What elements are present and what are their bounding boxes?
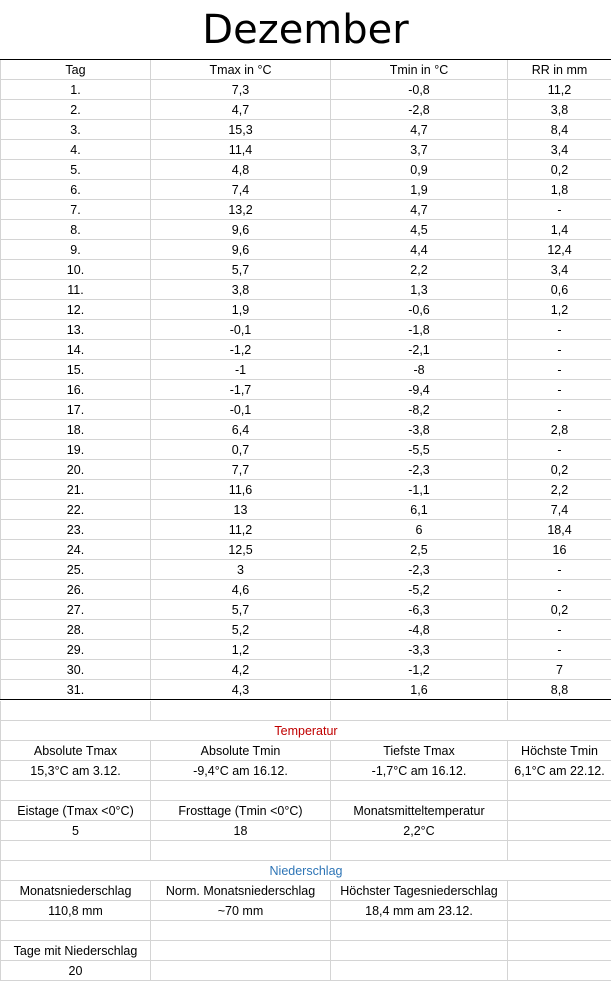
- table-cell: 6,4: [151, 420, 331, 440]
- table-cell: 11,2: [508, 80, 611, 100]
- table-cell: 3,8: [508, 100, 611, 120]
- table-cell: 24.: [1, 540, 151, 560]
- table-row: [1, 640, 611, 660]
- table-cell: -1,1: [331, 480, 508, 500]
- table-cell: -5,5: [331, 440, 508, 460]
- table-cell: 28.: [1, 620, 151, 640]
- table-cell: -1: [151, 360, 331, 380]
- table-cell: 8,8: [508, 680, 611, 700]
- table-cell: 9,6: [151, 220, 331, 240]
- temperatur-value-row-cell: 18: [151, 821, 331, 841]
- table-row: [1, 140, 611, 160]
- column-header: Tag: [1, 60, 151, 80]
- table-cell: -: [508, 560, 611, 580]
- table-row: [1, 280, 611, 300]
- table-cell: 30.: [1, 660, 151, 680]
- table-row: [1, 420, 611, 440]
- table-cell: -1,7: [151, 380, 331, 400]
- table-cell: 0,6: [508, 280, 611, 300]
- table-cell: 6,1: [331, 500, 508, 520]
- table-row: [1, 240, 611, 260]
- table-cell: 3,4: [508, 140, 611, 160]
- table-cell: 1.: [1, 80, 151, 100]
- table-cell: -6,3: [331, 600, 508, 620]
- table-cell: -: [508, 360, 611, 380]
- table-cell: -: [508, 200, 611, 220]
- table-row: [1, 180, 611, 200]
- temperatur-label-row-cell: Höchste Tmin: [508, 741, 611, 761]
- niederschlag-value-row-cell: [331, 961, 508, 981]
- table-cell: 11.: [1, 280, 151, 300]
- table-row: [1, 100, 611, 120]
- empty-cell: [508, 781, 611, 801]
- empty-row: [1, 781, 611, 801]
- niederschlag-label-row-cell: Tage mit Niederschlag: [1, 941, 151, 961]
- temperatur-value-row: [1, 761, 611, 781]
- empty-cell: [508, 841, 611, 861]
- table-cell: 2,5: [331, 540, 508, 560]
- table-row: [1, 480, 611, 500]
- empty-cell: [508, 701, 611, 721]
- table-cell: 4,7: [331, 200, 508, 220]
- table-cell: 11,6: [151, 480, 331, 500]
- table-cell: 4,4: [331, 240, 508, 260]
- table-cell: -2,1: [331, 340, 508, 360]
- table-cell: 12.: [1, 300, 151, 320]
- table-cell: 8.: [1, 220, 151, 240]
- table-cell: 4,7: [151, 100, 331, 120]
- temperatur-label-row-cell: Frosttage (Tmin <0°C): [151, 801, 331, 821]
- table-cell: 9,6: [151, 240, 331, 260]
- table-cell: 4,5: [331, 220, 508, 240]
- table-cell: 18.: [1, 420, 151, 440]
- table-cell: 26.: [1, 580, 151, 600]
- table-row: [1, 500, 611, 520]
- table-cell: 7,3: [151, 80, 331, 100]
- table-cell: 14.: [1, 340, 151, 360]
- niederschlag-label-row-cell: [508, 941, 611, 961]
- table-cell: 4.: [1, 140, 151, 160]
- table-cell: 1,9: [151, 300, 331, 320]
- empty-cell: [331, 781, 508, 801]
- temperatur-value-row: [1, 821, 611, 841]
- niederschlag-value-row-cell: 18,4 mm am 23.12.: [331, 901, 508, 921]
- temperatur-value-row-cell: 6,1°C am 22.12.: [508, 761, 611, 781]
- table-cell: 12,5: [151, 540, 331, 560]
- table-cell: 16: [508, 540, 611, 560]
- column-header: RR in mm: [508, 60, 611, 80]
- table-cell: 2,2: [331, 260, 508, 280]
- table-cell: 20.: [1, 460, 151, 480]
- table-row: [1, 460, 611, 480]
- table-cell: 18,4: [508, 520, 611, 540]
- niederschlag-label-row-cell: [151, 941, 331, 961]
- table-row: [1, 80, 611, 100]
- table-cell: 5.: [1, 160, 151, 180]
- table-cell: 6.: [1, 180, 151, 200]
- table-cell: 7,4: [508, 500, 611, 520]
- empty-cell: [1, 921, 151, 941]
- niederschlag-label-row: [1, 941, 611, 961]
- table-row: [1, 320, 611, 340]
- table-cell: 2,2: [508, 480, 611, 500]
- table-cell: 8,4: [508, 120, 611, 140]
- niederschlag-label-row-cell: [508, 881, 611, 901]
- table-cell: -2,3: [331, 560, 508, 580]
- temperatur-label-row-cell: Absolute Tmin: [151, 741, 331, 761]
- niederschlag-value-row-cell: 110,8 mm: [1, 901, 151, 921]
- empty-cell: [1, 781, 151, 801]
- table-cell: -2,8: [331, 100, 508, 120]
- table-cell: 5,7: [151, 260, 331, 280]
- table-row: [1, 600, 611, 620]
- table-cell: 3,4: [508, 260, 611, 280]
- empty-row: [1, 841, 611, 861]
- table-row: [1, 340, 611, 360]
- temperatur-value-row-cell: [508, 821, 611, 841]
- table-cell: 1,9: [331, 180, 508, 200]
- table-cell: -5,2: [331, 580, 508, 600]
- table-cell: 13,2: [151, 200, 331, 220]
- table-row: [1, 200, 611, 220]
- table-cell: -0,1: [151, 320, 331, 340]
- table-cell: 7: [508, 660, 611, 680]
- table-cell: 31.: [1, 680, 151, 700]
- niederschlag-label-row-cell: [331, 941, 508, 961]
- temperatur-heading: Temperatur: [1, 721, 611, 741]
- table-cell: -4,8: [331, 620, 508, 640]
- table-cell: 1,2: [151, 640, 331, 660]
- table-cell: 2.: [1, 100, 151, 120]
- table-cell: 22.: [1, 500, 151, 520]
- table-cell: 3,8: [151, 280, 331, 300]
- table-cell: 3.: [1, 120, 151, 140]
- table-row: [1, 220, 611, 240]
- table-cell: 19.: [1, 440, 151, 460]
- table-row: [1, 360, 611, 380]
- empty-row: [1, 921, 611, 941]
- niederschlag-value-row-cell: [508, 901, 611, 921]
- table-cell: 13.: [1, 320, 151, 340]
- table-cell: 0,9: [331, 160, 508, 180]
- table-cell: -8,2: [331, 400, 508, 420]
- table-row: [1, 520, 611, 540]
- niederschlag-value-row-cell: 20: [1, 961, 151, 981]
- table-cell: -2,3: [331, 460, 508, 480]
- table-row: [1, 680, 611, 700]
- table-cell: 17.: [1, 400, 151, 420]
- table-cell: 7,7: [151, 460, 331, 480]
- table-cell: 2,8: [508, 420, 611, 440]
- table-cell: -0,8: [331, 80, 508, 100]
- table-cell: -3,8: [331, 420, 508, 440]
- table-row: [1, 380, 611, 400]
- temperatur-label-row-cell: Eistage (Tmax <0°C): [1, 801, 151, 821]
- niederschlag-label-row-cell: Monatsniederschlag: [1, 881, 151, 901]
- sheet-title: Dezember: [0, 0, 611, 60]
- table-cell: 23.: [1, 520, 151, 540]
- empty-cell: [1, 701, 151, 721]
- table-cell: -8: [331, 360, 508, 380]
- niederschlag-label-row: [1, 881, 611, 901]
- table-cell: -: [508, 580, 611, 600]
- table-cell: 11,4: [151, 140, 331, 160]
- empty-cell: [1, 841, 151, 861]
- temperatur-value-row-cell: 2,2°C: [331, 821, 508, 841]
- table-row: [1, 160, 611, 180]
- table-cell: 15,3: [151, 120, 331, 140]
- table-cell: 6: [331, 520, 508, 540]
- table-cell: -: [508, 400, 611, 420]
- table-cell: -1,8: [331, 320, 508, 340]
- table-cell: 0,2: [508, 160, 611, 180]
- header-row: [1, 60, 611, 80]
- table-cell: 4,7: [331, 120, 508, 140]
- table-cell: 16.: [1, 380, 151, 400]
- table-cell: 0,2: [508, 460, 611, 480]
- empty-cell: [151, 781, 331, 801]
- niederschlag-value-row-cell: [151, 961, 331, 981]
- table-cell: 27.: [1, 600, 151, 620]
- table-cell: 13: [151, 500, 331, 520]
- table-cell: 4,6: [151, 580, 331, 600]
- table-row: [1, 660, 611, 680]
- table-cell: -3,3: [331, 640, 508, 660]
- table-cell: -0,1: [151, 400, 331, 420]
- temperatur-label-row: [1, 801, 611, 821]
- table-row: [1, 400, 611, 420]
- table-row: [1, 440, 611, 460]
- niederschlag-value-row: [1, 901, 611, 921]
- temperatur-value-row-cell: -9,4°C am 16.12.: [151, 761, 331, 781]
- table-cell: 29.: [1, 640, 151, 660]
- table-cell: 15.: [1, 360, 151, 380]
- table-cell: 0,7: [151, 440, 331, 460]
- table-row: [1, 580, 611, 600]
- table-cell: 3: [151, 560, 331, 580]
- table-cell: 4,2: [151, 660, 331, 680]
- empty-cell: [331, 701, 508, 721]
- table-row: [1, 560, 611, 580]
- empty-cell: [508, 921, 611, 941]
- table-cell: 4,3: [151, 680, 331, 700]
- table-row: [1, 120, 611, 140]
- temperatur-label-row-cell: Absolute Tmax: [1, 741, 151, 761]
- niederschlag-value-row-cell: [508, 961, 611, 981]
- temperatur-heading-row: [1, 721, 611, 741]
- table-cell: 7,4: [151, 180, 331, 200]
- table-row: [1, 300, 611, 320]
- column-header: Tmax in °C: [151, 60, 331, 80]
- empty-cell: [331, 841, 508, 861]
- table-cell: -: [508, 440, 611, 460]
- empty-cell: [151, 841, 331, 861]
- niederschlag-label-row-cell: Norm. Monatsniederschlag: [151, 881, 331, 901]
- table-cell: 1,3: [331, 280, 508, 300]
- niederschlag-value-row-cell: ~70 mm: [151, 901, 331, 921]
- table-cell: -1,2: [151, 340, 331, 360]
- temperatur-label-row: [1, 741, 611, 761]
- table-cell: 21.: [1, 480, 151, 500]
- temperatur-label-row-cell: [508, 801, 611, 821]
- table-cell: 12,4: [508, 240, 611, 260]
- table-cell: 0,2: [508, 600, 611, 620]
- table-cell: 1,4: [508, 220, 611, 240]
- table-cell: 7.: [1, 200, 151, 220]
- temperatur-value-row-cell: 5: [1, 821, 151, 841]
- table-cell: 25.: [1, 560, 151, 580]
- table-cell: 9.: [1, 240, 151, 260]
- table-cell: 11,2: [151, 520, 331, 540]
- temperatur-value-row-cell: 15,3°C am 3.12.: [1, 761, 151, 781]
- table-cell: -: [508, 340, 611, 360]
- empty-cell: [151, 701, 331, 721]
- niederschlag-heading-row: [1, 861, 611, 881]
- table-cell: 1,8: [508, 180, 611, 200]
- table-cell: -9,4: [331, 380, 508, 400]
- temperatur-label-row-cell: Monatsmitteltemperatur: [331, 801, 508, 821]
- empty-row: [1, 701, 611, 721]
- table-cell: -: [508, 640, 611, 660]
- temperatur-value-row-cell: -1,7°C am 16.12.: [331, 761, 508, 781]
- temperatur-label-row-cell: Tiefste Tmax: [331, 741, 508, 761]
- table-row: [1, 620, 611, 640]
- niederschlag-label-row-cell: Höchster Tagesniederschlag: [331, 881, 508, 901]
- table-cell: 5,2: [151, 620, 331, 640]
- table-cell: 5,7: [151, 600, 331, 620]
- niederschlag-value-row: [1, 961, 611, 981]
- table-cell: -: [508, 320, 611, 340]
- table-cell: -1,2: [331, 660, 508, 680]
- table-cell: -: [508, 380, 611, 400]
- table-cell: 1,2: [508, 300, 611, 320]
- daily-table: [0, 60, 611, 700]
- empty-cell: [151, 921, 331, 941]
- summary-table: [0, 701, 611, 981]
- table-cell: 3,7: [331, 140, 508, 160]
- table-cell: -: [508, 620, 611, 640]
- table-cell: -0,6: [331, 300, 508, 320]
- table-row: [1, 260, 611, 280]
- table-cell: 1,6: [331, 680, 508, 700]
- niederschlag-heading: Niederschlag: [1, 861, 611, 881]
- empty-cell: [331, 921, 508, 941]
- column-header: Tmin in °C: [331, 60, 508, 80]
- table-cell: 4,8: [151, 160, 331, 180]
- table-cell: 10.: [1, 260, 151, 280]
- table-row: [1, 540, 611, 560]
